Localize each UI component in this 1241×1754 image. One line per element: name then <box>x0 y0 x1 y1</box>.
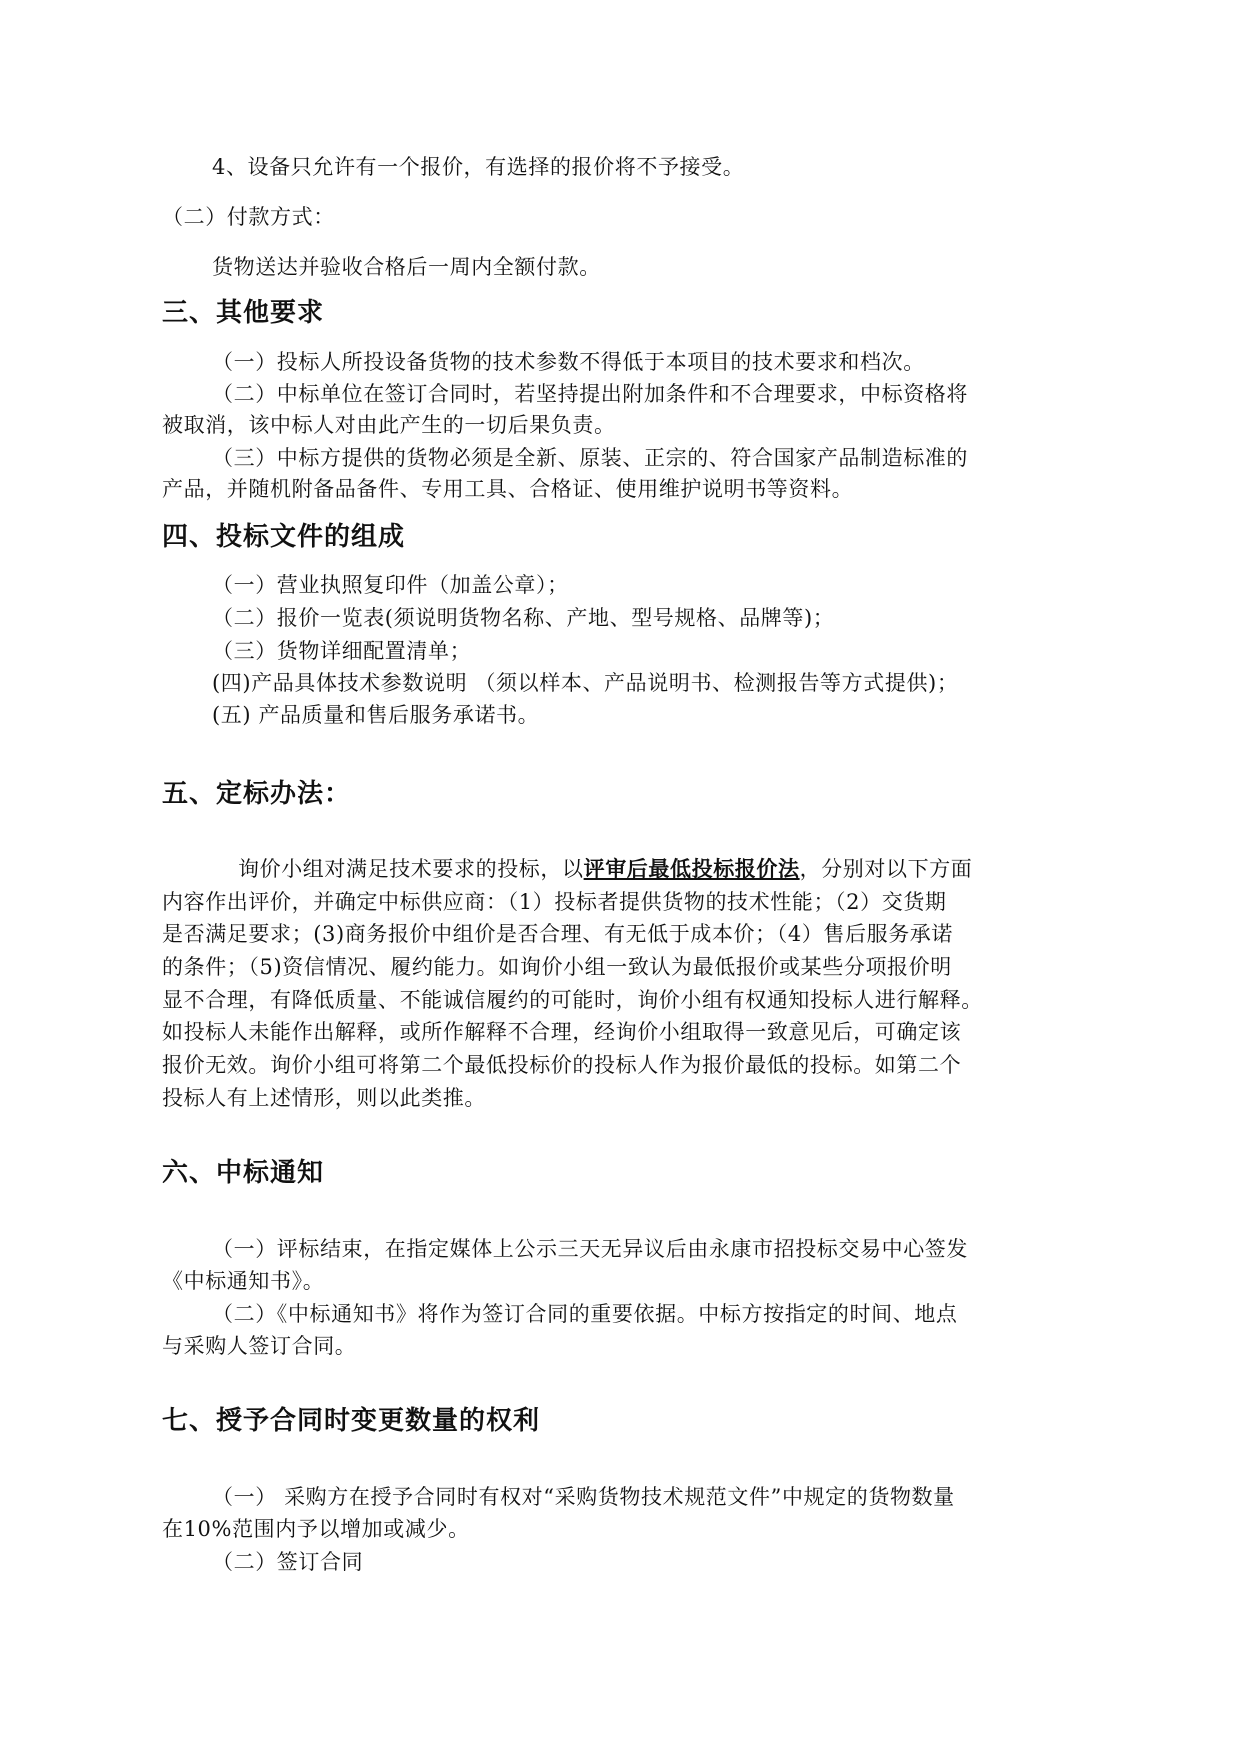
section-5-line-8: 投标人有上述情形，则以此类推。 <box>162 1086 486 1110</box>
section-6-item-1-line-1: （一）评标结束，在指定媒体上公示三天无异议后由永康市招投标交易中心签发 <box>212 1237 968 1261</box>
section-7-item-1-line-1: （一） 采购方在授予合同时有权对“采购货物技术规范文件”中规定的货物数量 <box>212 1485 955 1509</box>
section-3-item-2-line-2: 被取消，该中标人对由此产生的一切后果负责。 <box>162 413 616 437</box>
section-5-line-5: 显不合理，有降低质量、不能诚信履约的可能时，询价小组有权通知投标人进行解释。 <box>162 988 983 1012</box>
section-5-line-7: 报价无效。询价小组可将第二个最低投标价的投标人作为报价最低的投标。如第二个 <box>162 1053 962 1077</box>
section-5-line-1-post: ，分别对以下方面 <box>799 857 973 881</box>
evaluation-method-emphasis: 评审后最低投标报价法 <box>583 857 800 881</box>
section-4-item-4: (四)产品具体技术参数说明 （须以样本、产品说明书、检测报告等方式提供)； <box>212 671 959 695</box>
section-4-item-5: (五) 产品质量和售后服务承诺书。 <box>212 703 540 727</box>
section-5-line-4: 的条件；（5)资信情况、履约能力。如询价小组一致认为最低报价或某些分项报价明 <box>162 955 952 979</box>
section-7-item-1-line-2: 在10%范围内予以增加或减少。 <box>162 1517 470 1541</box>
section-7-item-2: （二）签订合同 <box>212 1550 364 1574</box>
section-7-heading: 七、授予合同时变更数量的权利 <box>162 1406 541 1436</box>
section-4-item-3: （三）货物详细配置清单； <box>212 639 472 663</box>
section-6-item-1-line-2: 《中标通知书》。 <box>162 1269 325 1293</box>
section-5-line-3: 是否满足要求；(3)商务报价中组价是否合理、有无低于成本价；（4）售后服务承诺 <box>162 922 954 946</box>
section-5-line-1 <box>238 854 972 884</box>
section-3-item-1: （一）投标人所投设备货物的技术参数不得低于本项目的技术要求和档次。 <box>212 350 925 374</box>
section-6-item-2-line-2: 与采购人签订合同。 <box>162 1334 357 1358</box>
section-3-heading: 三、其他要求 <box>162 298 325 328</box>
section-5-line-1-pre: 询价小组对满足技术要求的投标，以 <box>238 857 584 881</box>
section-4-item-2: （二）报价一览表(须说明货物名称、产地、型号规格、品牌等)； <box>212 606 835 630</box>
section-4-item-1: （一）营业执照复印件（加盖公章）； <box>212 573 569 597</box>
payment-method-text: 货物送达并验收合格后一周内全额付款。 <box>212 255 601 279</box>
section-3-item-2-line-1: （二）中标单位在签订合同时，若坚持提出附加条件和不合理要求，中标资格将 <box>212 382 968 406</box>
section-5-line-6: 如投标人未能作出解释，或所作解释不合理，经询价小组取得一致意见后，可确定该 <box>162 1020 962 1044</box>
payment-method-title: （二）付款方式： <box>162 205 335 229</box>
section-3-item-3-line-2: 产品，并随机附备品备件、专用工具、合格证、使用维护说明书等资料。 <box>162 477 854 501</box>
section-4-heading: 四、投标文件的组成 <box>162 522 406 552</box>
payment-item-4: 4、设备只允许有一个报价，有选择的报价将不予接受。 <box>212 155 745 179</box>
section-3-item-3-line-1: （三）中标方提供的货物必须是全新、原装、正宗的、符合国家产品制造标准的 <box>212 446 968 470</box>
section-5-line-2: 内容作出评价，并确定中标供应商：（1）投标者提供货物的技术性能；（2）交货期 <box>162 890 947 914</box>
section-5-heading: 五、定标办法： <box>162 779 352 809</box>
section-6-heading: 六、中标通知 <box>162 1158 325 1188</box>
section-6-item-2-line-1: （二）《中标通知书》将作为签订合同的重要依据。中标方按指定的时间、地点 <box>212 1302 958 1326</box>
